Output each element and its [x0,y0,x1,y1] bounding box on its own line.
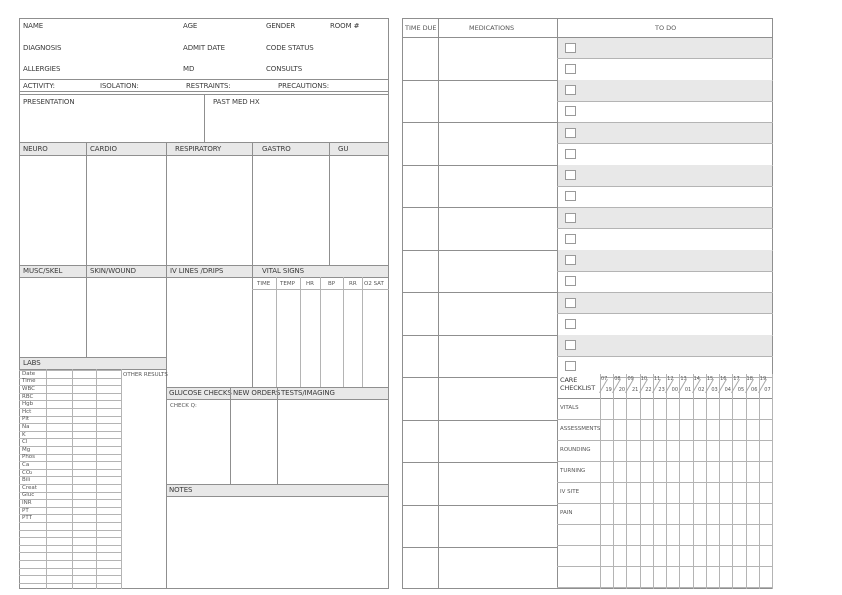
divider [277,387,278,484]
medication-row-line [402,547,558,548]
lab-row-line [19,446,121,447]
divider [252,265,253,387]
cardio-label: CARDIO [90,145,117,153]
todo-row-shade [558,293,772,314]
hour-bottom: 01 [684,387,692,393]
checklist-item-label: VITALS [560,405,579,411]
hour-top: 09 [627,376,634,382]
age-label: AGE [183,22,198,30]
divider [276,277,277,387]
header-band [20,357,166,369]
todo-checkbox[interactable] [565,255,576,265]
hour-top: 10 [640,376,648,382]
lab-row-line [19,568,121,569]
medication-row-line [402,207,558,208]
divider [86,265,87,357]
hour-bottom: 20 [618,387,626,393]
hour-bottom: 07 [764,387,771,393]
lab-row-line [19,476,121,477]
lab-row-label: Mg [22,446,31,453]
gastro-label: GASTRO [262,145,291,153]
lab-row-line [19,461,121,462]
labs-label: LABS [23,359,41,367]
checklist-row-line [557,545,773,546]
divider [19,91,389,92]
lab-row-line [19,416,121,417]
lab-row-line [19,560,121,561]
lab-row-label: Date [22,370,36,377]
hour-bottom: 05 [737,387,745,393]
lab-row-line [19,514,121,515]
hour-top: 08 [614,376,621,382]
lab-row-label: Time [22,378,36,385]
divider [19,142,389,143]
hour-bottom: 06 [751,387,758,393]
hour-top: 12 [667,376,674,382]
activity-label: ACTIVITY: [23,82,55,90]
lab-row-line [19,583,121,584]
vitals-col-rr: RR [349,281,357,287]
check-q-label: CHECK Q: [170,403,197,409]
lab-row-label: WBC [22,386,35,392]
checklist-row-line [557,419,773,420]
todo-row-shade [558,165,772,186]
medication-row-line [402,505,558,506]
lab-row-label: Creat [22,484,37,491]
lab-row-line [19,537,121,538]
todo-checkbox[interactable] [565,106,576,116]
todo-row-line [557,271,773,272]
medication-row-line [402,250,558,251]
checklist-item-label: ASSESSMENTS [560,426,601,432]
medication-row-line [402,420,558,421]
todo-row-shade [558,38,772,59]
checklist-row-line [557,461,773,462]
care-checklist-label: CARE CHECKLIST [560,376,596,392]
todo-checkbox[interactable] [565,64,576,74]
respiratory-label: RESPIRATORY [175,145,222,153]
hour-bottom: 19 [605,387,612,393]
divider [252,142,253,265]
lab-row-label: Na [22,424,30,430]
precautions-label: PRECAUTIONS: [278,82,329,90]
todo-row-line [557,101,773,102]
new-orders-label: NEW ORDERS [233,389,281,397]
todo-checkbox[interactable] [565,276,576,286]
todo-checkbox[interactable] [565,128,576,138]
todo-row-shade [558,250,772,271]
neuro-label: NEURO [23,145,48,153]
lab-row-line [19,552,121,553]
hour-bottom: 23 [658,387,665,393]
divider [166,496,389,497]
time-due-header: TIME DUE [405,24,437,32]
hour-top: 14 [693,376,700,382]
lab-row-line [19,423,121,424]
lab-row-line [19,522,121,523]
checklist-item-label: TURNING [560,468,586,474]
todo-checkbox[interactable] [565,234,576,244]
medication-row-line [402,292,558,293]
lab-row-line [19,530,121,531]
todo-row-shade [558,335,772,356]
admit-date-label: ADMIT DATE [183,44,225,52]
medication-row-line [402,122,558,123]
todo-checkbox[interactable] [565,319,576,329]
lab-row-label: K [22,431,26,438]
isolation-label: ISOLATION: [100,82,139,90]
lab-col-line [72,369,73,589]
todo-row-shade [558,80,772,101]
musc-skel-label: MUSC/SKEL [23,267,63,275]
todo-row-line [557,228,773,229]
lab-row-line [19,400,121,401]
checklist-item-label: IV SITE [560,489,580,495]
lab-row-label: Plt [22,416,30,423]
checklist-item-label: ROUNDING [560,447,591,453]
lab-row-line [19,507,121,508]
restraints-label: RESTRAINTS: [186,82,231,90]
lab-col-line [121,369,122,589]
todo-checkbox[interactable] [565,85,576,95]
allergies-label: ALLERGIES [23,65,61,73]
other-results-label: OTHER RESULTS [123,372,168,378]
lab-row-label: Ca [22,462,30,468]
lab-row-line [19,431,121,432]
hour-top: 11 [653,376,661,382]
todo-row-line [557,186,773,187]
todo-checkbox[interactable] [565,149,576,159]
divider [166,265,167,589]
hour-bottom: 03 [711,387,718,393]
divider [230,387,231,484]
divider [362,277,363,387]
vital-signs-label: VITAL SIGNS [262,267,305,275]
divider [166,484,389,485]
checklist-row-line [557,524,773,525]
lab-row-label: PTT [22,515,32,522]
lab-row-line [19,469,121,470]
divider [19,357,166,358]
diagnosis-label: DIAGNOSIS [23,44,62,52]
todo-checkbox[interactable] [565,361,576,371]
todo-checkbox[interactable] [565,298,576,308]
gu-label: GU [338,145,349,153]
lab-row-label: PT [22,507,29,514]
checklist-row-line [557,566,773,567]
vitals-col-temp: TEMP [280,281,295,287]
hour-bottom: 00 [671,387,679,393]
todo-checkbox[interactable] [565,191,576,201]
hour-top: 07 [601,376,608,382]
todo-row-shade [558,208,772,229]
hour-top: 13 [680,376,687,382]
medication-row-line [402,377,558,378]
divider [86,142,87,265]
hour-top: 16 [720,376,727,382]
todo-checkbox[interactable] [565,213,576,223]
todo-checkbox[interactable] [565,170,576,180]
code-status-label: CODE STATUS [266,44,314,52]
lab-row-label: Phos [22,454,36,461]
checklist-row-line [557,440,773,441]
todo-row-line [557,143,773,144]
divider [438,18,439,589]
tests-imaging-label: TESTS/IMAGING [281,389,335,397]
lab-row-line [19,393,121,394]
lab-col-line [96,369,97,589]
header-band [167,484,388,496]
divider [343,277,344,387]
medication-row-line [402,80,558,81]
hour-top: 18 [746,376,753,382]
divider [166,142,167,265]
hour-bottom: 04 [724,387,731,393]
vitals-col-hr: HR [306,281,314,287]
lab-row-line [19,408,121,409]
divider [329,142,330,265]
presentation-label: PRESENTATION [23,98,75,106]
divider [19,277,389,278]
lab-row-line [19,499,121,500]
lab-row-label: RBC [22,393,34,400]
vitals-col-o2sat: O2 SAT [364,281,384,287]
checklist-row-line [557,587,773,588]
divider [19,265,389,266]
todo-header: TO DO [655,24,677,32]
glucose-checks-label: GLUCOSE CHECKS [169,389,232,397]
lab-row-label: INR [22,500,32,506]
consults-label: CONSULTS [266,65,303,73]
hour-top: 15 [706,376,714,382]
medication-row-line [402,165,558,166]
todo-row-line [557,313,773,314]
hour-bottom: 02 [698,387,705,393]
divider [19,155,389,156]
divider [320,277,321,387]
medication-row-line [402,335,558,336]
notes-label: NOTES [169,486,193,494]
lab-col-line [46,369,47,589]
checklist-row-line [557,482,773,483]
lab-row-label: CO₂ [22,469,33,476]
hour-top: 19 [759,376,767,382]
todo-row-shade [558,123,772,144]
lab-row-label: Hct [22,408,32,415]
past-med-hx-label: PAST MED HX [213,98,260,106]
lab-row-label: Bili [22,477,31,484]
lab-row-label: Gluc [22,492,35,499]
medication-row-line [402,462,558,463]
iv-lines-label: IV LINES /DRIPS [170,267,224,275]
lab-row-line [19,545,121,546]
gender-label: GENDER [266,22,296,30]
divider [19,79,389,80]
todo-checkbox[interactable] [565,340,576,350]
vitals-col-time: TIME [257,281,271,287]
checklist-row-line [557,398,773,399]
skin-wound-label: SKIN/WOUND [90,267,136,275]
md-label: MD [183,65,195,73]
todo-checkbox[interactable] [565,43,576,53]
todo-row-line [557,58,773,59]
name-label: NAME [23,22,44,30]
hour-bottom: 22 [645,387,652,393]
lab-row-label: Cl [22,439,28,446]
lab-row-line [19,575,121,576]
room-label: ROOM # [330,22,360,30]
hour-bottom: 21 [631,387,639,393]
divider [300,277,301,387]
checklist-item-label: PAIN [560,510,573,516]
checklist-row-line [557,503,773,504]
hour-top: 17 [733,376,740,382]
divider [204,94,205,142]
vitals-col-bp: BP [328,281,336,287]
lab-row-line [19,438,121,439]
lab-row-label: Hgb [22,401,34,408]
todo-row-line [557,356,773,357]
medications-header: MEDICATIONS [469,24,515,32]
